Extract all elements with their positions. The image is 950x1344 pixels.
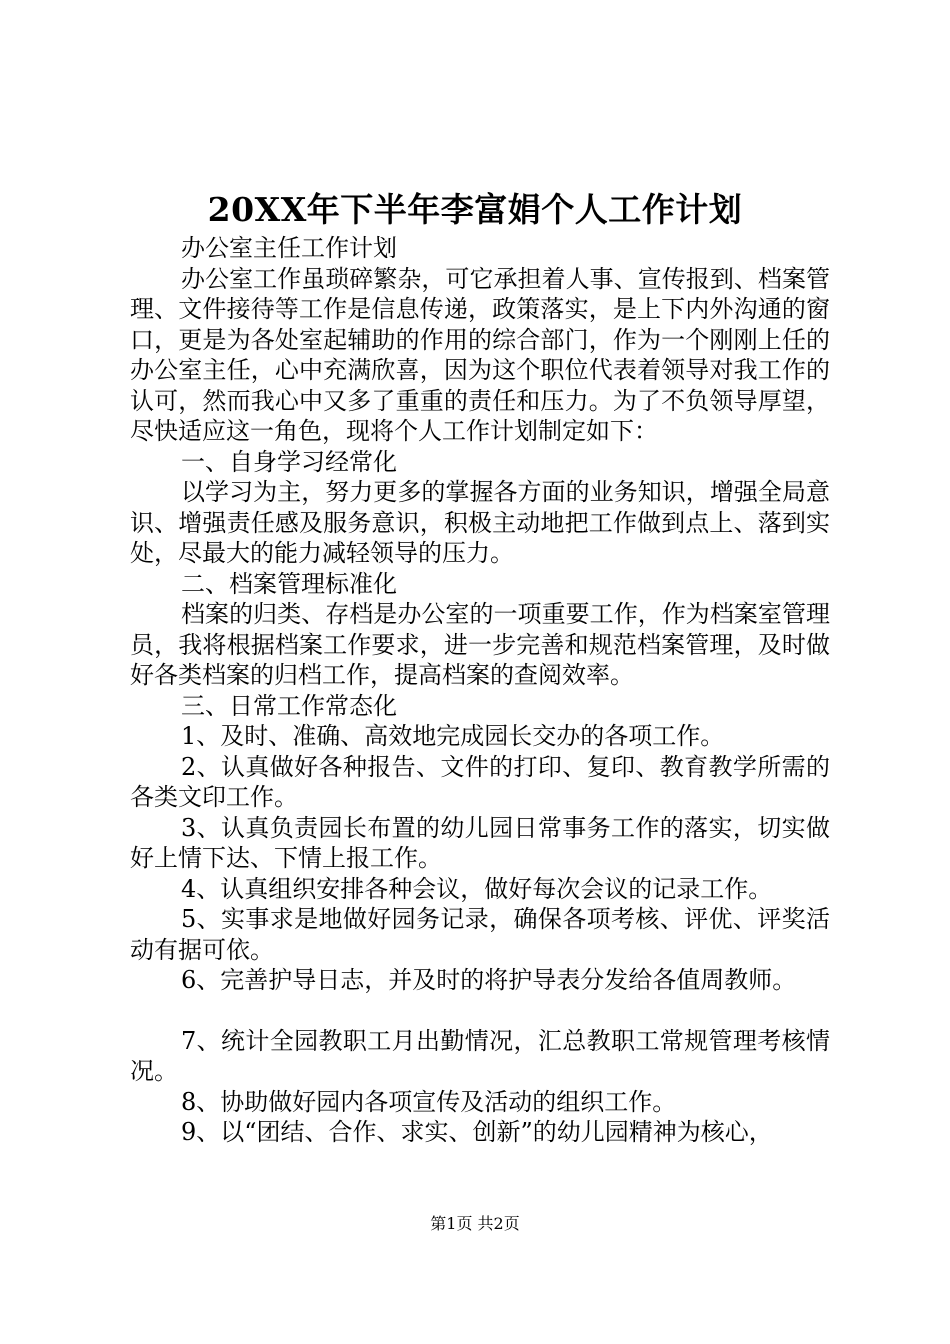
section-heading: 一、自身学习经常化 <box>181 447 397 476</box>
list-item: 9、以“团结、合作、求实、创新”的幼儿园精神为核心， <box>181 1118 773 1146</box>
paragraph: 以学习为主，努力更多的掌握各方面的业务知识，增强全局意识、增强责任感及服务意识，积极主动地把工作做到点上、落到实处，尽最大的能力减轻领导的压力。 <box>130 478 830 567</box>
section-heading: 二、档案管理标准化 <box>181 569 397 598</box>
list-item: 6、完善护导日志，并及时的将护导表分发给各值周教师。 <box>181 966 797 994</box>
paragraph: 办公室主任工作计划 <box>181 234 397 262</box>
list-item: 7、统计全园教职工月出勤情况，汇总教职工常规管理考核情况。 <box>130 1026 830 1085</box>
list-item: 8、协助做好园内各项宣传及活动的组织工作。 <box>181 1087 677 1116</box>
list-item: 3、认真负责园长布置的幼儿园日常事务工作的落实，切实做好上情下达、下情上报工作。 <box>130 813 830 872</box>
document-body <box>130 233 830 1148</box>
paragraph: 办公室工作虽琐碎繁杂，可它承担着人事、宣传报到、档案管理、文件接待等工作是信息传递，政策落实，是上下内外沟通的窗口，更是为各处室起辅助的作用的综合部门，作为一个刚刚上任的办公室主任，心中充满欣喜，因为这个职位代表着领导对我工作的认可，然而我心中又多了重重的责任和压力。为了不负领导厚望，尽快适应这一角色，现将个人工作计划制定如下： <box>130 264 830 445</box>
section-heading: 三、日常工作常态化 <box>181 691 397 720</box>
document-title: 20XX年下半年李富娟个人工作计划 <box>207 190 743 229</box>
paragraph: 档案的归类、存档是办公室的一项重要工作，作为档案室管理员，我将根据档案工作要求，进一步完善和规范档案管理，及时做好各类档案的归档工作，提高档案的查阅效率。 <box>130 600 830 689</box>
list-item: 1、及时、准确、高效地完成园长交办的各项工作。 <box>181 722 725 750</box>
list-item: 5、实事求是地做好园务记录，确保各项考核、评优、评奖活动有据可依。 <box>130 905 830 964</box>
page-number-footer: 第1页 共2页 <box>430 1214 520 1233</box>
list-item: 2、认真做好各种报告、文件的打印、复印、教育教学所需的各类文印工作。 <box>130 752 830 811</box>
list-item: 4、认真组织安排各种会议，做好每次会议的记录工作。 <box>181 874 773 903</box>
